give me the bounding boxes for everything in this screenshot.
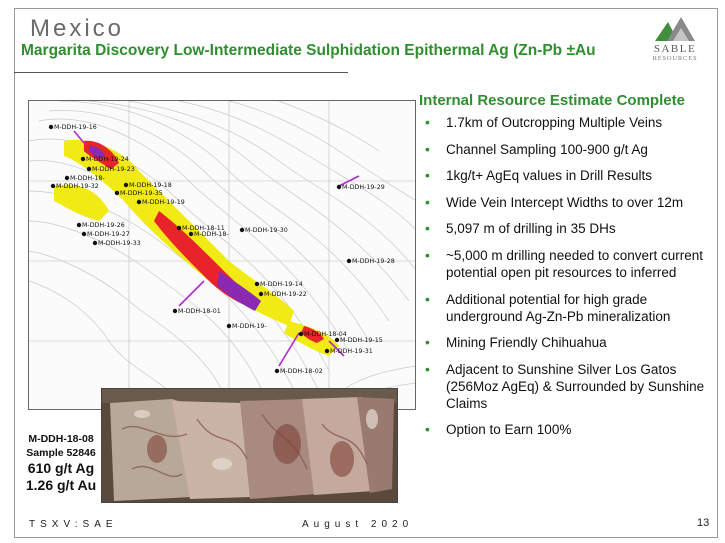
bullet-item	[425, 220, 715, 237]
drill-hole-marker	[227, 324, 231, 328]
drill-hole-label: M-DDH-18-01	[178, 308, 221, 315]
sample-ag-grade: 610 g/t Ag	[27, 460, 95, 476]
bullet-text: Channel Sampling 100-900 g/t Ag	[446, 141, 648, 157]
bullet-icon: •	[425, 290, 430, 307]
drill-hole-marker	[137, 200, 141, 204]
drill-hole-marker	[115, 191, 119, 195]
drill-hole-marker	[124, 183, 128, 187]
bullet-item	[425, 334, 715, 351]
drill-hole-label: M-DDH-18-11	[182, 225, 225, 232]
drill-hole-marker	[275, 369, 279, 373]
drill-hole-label: M-DDH-19-15	[340, 337, 383, 344]
drill-hole-label: M-DDH-19-23	[92, 166, 135, 173]
bullet-icon: •	[425, 334, 430, 351]
bullet-icon: •	[425, 246, 430, 263]
bullet-icon: •	[425, 167, 430, 184]
drill-hole-label: M-DDH-19-27	[87, 231, 130, 238]
drill-hole-marker	[77, 223, 81, 227]
bullet-text: Additional potential for high grade underground Ag-Zn-Pb mineralization	[446, 291, 671, 324]
drill-map	[28, 100, 416, 410]
section-heading: Internal Resource Estimate Complete	[419, 92, 685, 109]
drill-hole-label: M-DDH-19-18	[129, 182, 172, 189]
bullet-icon: •	[425, 360, 430, 377]
bullet-item	[425, 421, 715, 438]
bullet-icon: •	[425, 220, 430, 237]
drill-hole-marker	[173, 309, 177, 313]
bullet-text: Adjacent to Sunshine Silver Los Gatos (256Moz AgEq) & Surrounded by Sunshine Claims	[446, 361, 705, 411]
drill-hole-marker	[335, 338, 339, 342]
bullet-text: Wide Vein Intercept Widths to over 12m	[446, 194, 684, 210]
bullet-item	[425, 167, 715, 184]
bullet-text: 1.7km of Outcropping Multiple Veins	[446, 115, 663, 130]
core-sample-image	[102, 389, 398, 503]
drill-hole-label: M-DDH-19-32	[56, 183, 99, 190]
drill-hole-marker	[299, 332, 303, 336]
sample-au-grade: 1.26 g/t Au	[25, 477, 97, 493]
company-logo	[642, 16, 708, 70]
drill-hole-label: M-DDH-18-04	[304, 331, 347, 338]
bullet-item	[425, 114, 715, 131]
drill-hole-label: M-DDH-19-28	[352, 258, 395, 265]
drill-hole-label: M-DDH-19-16	[54, 124, 97, 131]
page-subtitle: Margarita Discovery Low-Intermediate Sulphidation Epithermal Ag (Zn-Pb ±Au	[21, 42, 596, 59]
footer-ticker: TSXV:SAE	[29, 519, 118, 530]
drill-hole-marker	[81, 157, 85, 161]
drill-hole-marker	[255, 282, 259, 286]
core-sample-photo	[101, 388, 398, 503]
drill-map-graphic	[29, 101, 416, 410]
page-title: Mexico	[30, 15, 125, 42]
bullet-list	[425, 114, 715, 448]
bullet-text: 5,097 m of drilling in 35 DHs	[446, 221, 616, 237]
drill-hole-label: M-DDH-19-31	[330, 348, 373, 355]
drill-hole-marker	[325, 349, 329, 353]
drill-hole-label: M-DDH-19-14	[260, 281, 303, 288]
bullet-text: 1kg/t+ AgEq values in Drill Results	[446, 168, 652, 184]
drill-hole-marker	[93, 241, 97, 245]
drill-hole-label: M-DDH-19-29	[342, 184, 385, 191]
drill-hole-label: M-DDH-18-	[70, 175, 105, 182]
bullet-item	[425, 361, 715, 412]
bullet-icon: •	[425, 193, 430, 210]
drill-hole-marker	[49, 125, 53, 129]
drill-hole-marker	[337, 185, 341, 189]
bullet-text: Option to Earn 100%	[446, 422, 572, 438]
drill-hole-label: M-DDH-19-33	[98, 240, 141, 247]
drill-hole-label: M-DDH-19-26	[82, 222, 125, 229]
logo-wordmark: SABLE	[653, 43, 697, 55]
drill-hole-label: M-DDH-19-19	[142, 199, 185, 206]
bullet-item	[425, 194, 715, 211]
drill-hole-label: M-DDH-19-22	[264, 291, 307, 298]
bullet-item	[425, 291, 715, 325]
bullet-item	[425, 247, 715, 281]
drill-hole-marker	[259, 292, 263, 296]
page-number: 13	[697, 517, 710, 529]
sample-number: Sample 52846	[26, 447, 96, 459]
bullet-item	[425, 141, 715, 158]
drill-hole-label: M-DDH-18-	[194, 231, 229, 238]
drill-hole-marker	[82, 232, 86, 236]
mountain-peaks-icon	[653, 16, 697, 42]
bullet-icon: •	[425, 114, 430, 130]
drill-hole-marker	[347, 259, 351, 263]
sample-hole-id: M-DDH-18-08	[28, 433, 94, 445]
drill-hole-label: M-DDH-19-	[232, 323, 267, 330]
logo-subtext: RESOURCES	[652, 55, 698, 62]
drill-hole-marker	[240, 228, 244, 232]
drill-hole-marker	[189, 232, 193, 236]
drill-hole-label: M-DDH-19-35	[120, 190, 163, 197]
drill-hole-marker	[177, 226, 181, 230]
drill-hole-labels	[54, 124, 395, 375]
drill-hole-label: M-DDH-19-30	[245, 227, 288, 234]
drill-hole-marker	[65, 176, 69, 180]
footer-date: August 2020	[302, 519, 414, 530]
sample-caption	[22, 432, 100, 494]
bullet-text: ~5,000 m drilling needed to convert current potential open pit resources to inferred	[446, 247, 704, 280]
bullet-icon: •	[425, 140, 430, 157]
bullet-icon: •	[425, 421, 430, 438]
drill-hole-label: M-DDH-18-02	[280, 368, 323, 375]
title-divider	[14, 72, 348, 73]
drill-hole-marker	[87, 167, 91, 171]
bullet-text: Mining Friendly Chihuahua	[446, 335, 607, 351]
drill-hole-marker	[51, 184, 55, 188]
drill-hole-label: M-DDH-19-24	[86, 156, 129, 163]
